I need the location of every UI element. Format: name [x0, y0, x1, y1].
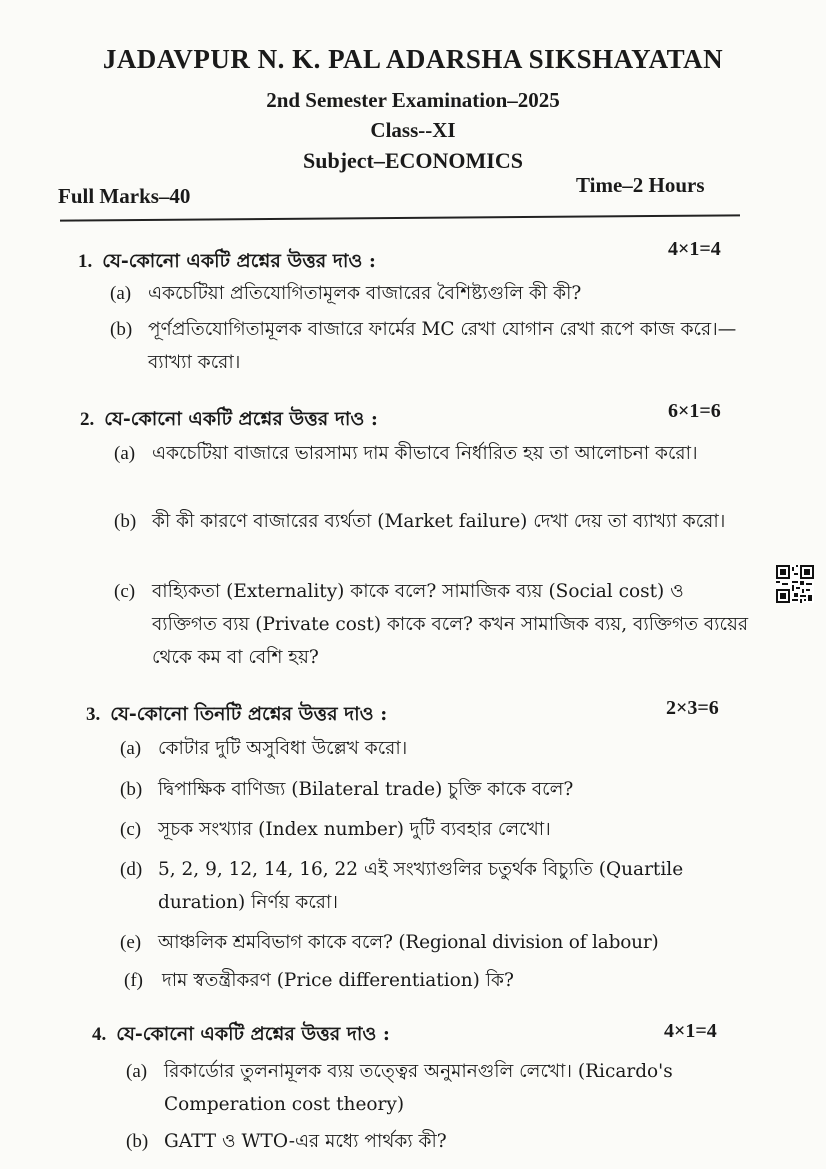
sub-text: GATT ও WTO-এর মধ্যে পার্থক্য কী? — [164, 1131, 447, 1152]
exam-title: 2nd Semester Examination–2025 — [266, 88, 560, 112]
time-allowed: Time–2 Hours — [576, 173, 705, 197]
question-3e — [120, 926, 752, 959]
header-divider — [60, 214, 740, 221]
question-2a — [114, 437, 750, 470]
question-instruction: যে-কোনো একটি প্রশ্নের উত্তর দাও : — [104, 408, 378, 430]
question-2-marks: 6×1=6 — [668, 400, 721, 422]
question-3b — [120, 773, 752, 806]
sub-label: (f) — [124, 970, 143, 991]
question-instruction: যে-কোনো তিনটি প্রশ্নের উত্তর দাও : — [110, 703, 388, 725]
sub-label: (a) — [110, 283, 132, 304]
class-label: Class--XI — [370, 118, 456, 142]
sub-text: বাহ্যিকতা (Externality) কাকে বলে? সামাজিক ব্যয় (Social cost) ও ব্যক্তিগত ব্যয় (Private cost) কাকে বলে? কখন সামাজিক ব্যয়, ব্যক্তিগত ব্যয়ের থেকে কম বা বেশি হয়? — [152, 581, 749, 668]
sub-label: (a) — [120, 738, 142, 759]
question-4b — [126, 1125, 752, 1158]
question-number: 3. — [86, 704, 101, 725]
question-4-marks: 4×1=4 — [664, 1020, 717, 1042]
sub-label: (a) — [114, 443, 136, 464]
sub-text: একচেটিয়া প্রতিযোগিতামূলক বাজারের বৈশিষ্ট্যগুলি কী কী? — [148, 283, 582, 304]
question-2b — [114, 505, 750, 538]
sub-label: (b) — [126, 1131, 149, 1152]
question-4-heading — [92, 1020, 390, 1052]
question-1-heading — [78, 247, 376, 279]
question-2c — [114, 575, 750, 674]
question-1-marks: 4×1=4 — [668, 238, 721, 260]
sub-text: রিকার্ডোর তুলনামূলক ব্যয় তত্ত্বের অনুমানগুলি লেখো। (Ricardo's Comperation cost theory) — [164, 1061, 673, 1115]
sub-text: কী কী কারণে বাজারের ব্যর্থতা (Market failure) দেখা দেয় তা ব্যাখ্যা করো। — [152, 511, 726, 532]
sub-text: একচেটিয়া বাজারে ভারসাম্য দাম কীভাবে নির্ধারিত হয় তা আলোচনা করো। — [152, 443, 698, 464]
sub-label: (b) — [114, 511, 137, 532]
sub-label: (e) — [120, 932, 142, 953]
question-3c — [120, 813, 752, 846]
full-marks: Full Marks–40 — [58, 184, 191, 208]
question-number: 1. — [78, 251, 93, 272]
school-name: JADAVPUR N. K. PAL ADARSHA SIKSHAYATAN — [102, 44, 724, 74]
question-number: 2. — [80, 409, 95, 430]
qr-code-icon — [776, 565, 814, 603]
question-instruction: যে-কোনো একটি প্রশ্নের উত্তর দাও : — [102, 250, 376, 272]
sub-label: (c) — [120, 819, 142, 840]
sub-label: (b) — [120, 779, 143, 800]
question-number: 4. — [92, 1024, 107, 1045]
subject-label: Subject–ECONOMICS — [302, 148, 523, 173]
question-3-marks: 2×3=6 — [666, 697, 719, 719]
sub-text: কোটার দুটি অসুবিধা উল্লেখ করো। — [158, 738, 408, 759]
sub-text: আঞ্চলিক শ্রমবিভাগ কাকে বলে? (Regional division of labour) — [158, 932, 659, 953]
question-3f — [124, 964, 752, 997]
sub-label: (d) — [120, 859, 143, 880]
question-1a — [110, 277, 750, 310]
question-instruction: যে-কোনো একটি প্রশ্নের উত্তর দাও : — [116, 1023, 390, 1045]
question-3a — [120, 732, 752, 765]
question-4a — [126, 1055, 752, 1121]
question-1b — [110, 313, 750, 379]
sub-text: 5, 2, 9, 12, 14, 16, 22 এই সংখ্যাগুলির চতুর্থক বিচ্যুতি (Quartile duration) নির্ণয় করো। — [158, 859, 684, 913]
question-3-heading — [86, 700, 387, 732]
sub-label: (c) — [114, 581, 136, 602]
question-3d — [120, 853, 752, 919]
sub-text: দ্বিপাক্ষিক বাণিজ্য (Bilateral trade) চুক্তি কাকে বলে? — [158, 779, 574, 800]
sub-text: দাম স্বতন্ত্রীকরণ (Price differentiation) কি? — [162, 970, 514, 991]
sub-label: (b) — [110, 319, 133, 340]
sub-text: পূর্ণপ্রতিযোগিতামূলক বাজারে ফার্মের MC রেখা যোগান রেখা রূপে কাজ করে।—ব্যাখ্যা করো। — [148, 319, 737, 373]
sub-label: (a) — [126, 1061, 148, 1082]
sub-text: সূচক সংখ্যার (Index number) দুটি ব্যবহার লেখো। — [158, 819, 551, 840]
question-2-heading — [80, 405, 378, 437]
